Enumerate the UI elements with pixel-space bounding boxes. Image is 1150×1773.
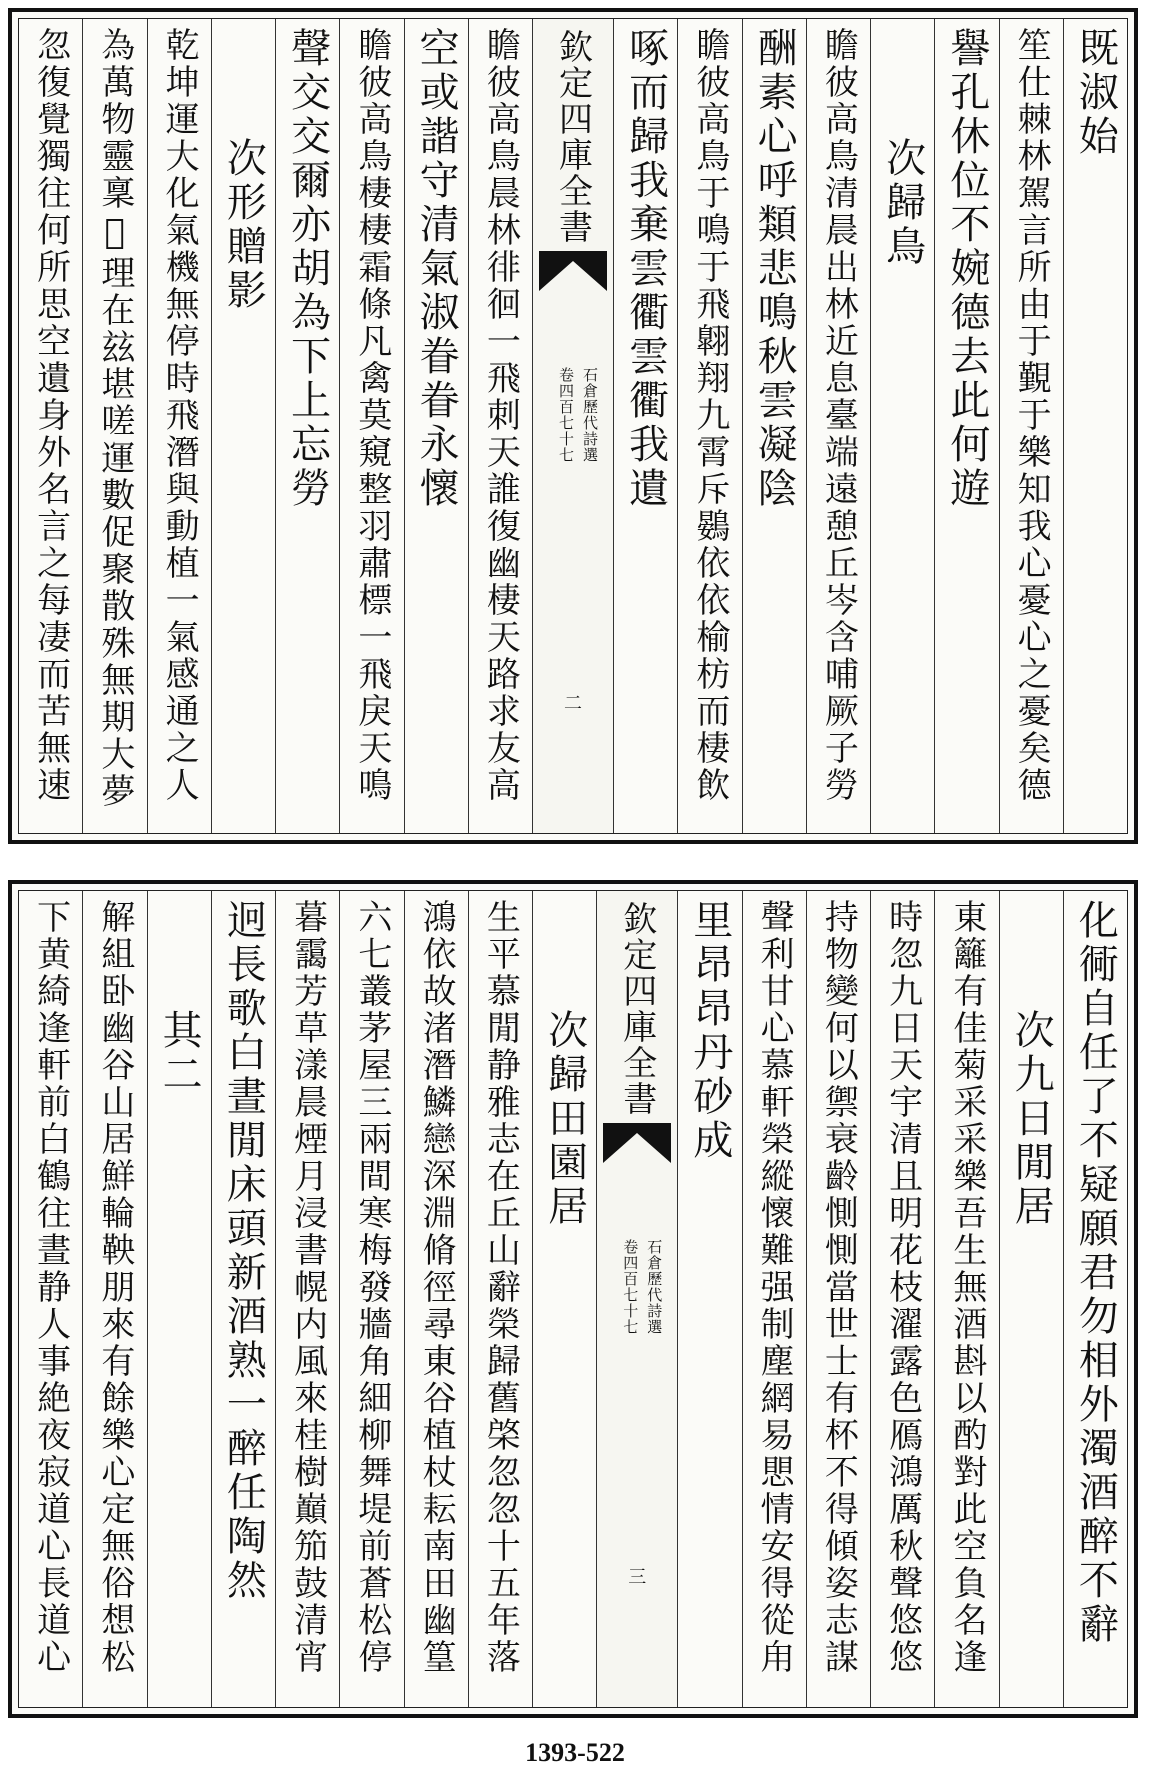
poem-title: 次九日閒居 [1008,1009,1055,1229]
text-column [82,19,146,833]
column-text: 既淑始 [1072,27,1119,159]
column-text: 持物變何以禦衰齡惻惻當世士有杯不得傾姿志謀 [818,899,859,1676]
poem-title-column [532,891,596,1707]
fish-tail-mark-icon [539,251,607,291]
column-text: 忽復覺獨往何所思空遺身外名言之每凄而苦無速 [30,27,71,804]
text-column [19,19,82,833]
bottom-page-frame [18,890,1128,1708]
poem-title: 其二 [156,1009,203,1097]
poem-title: 次歸鳥 [879,137,926,269]
text-column [999,19,1063,833]
column-text: 時忽九日天宇清且明花枝濯露色鴈鴻厲秋聲悠悠 [882,899,923,1676]
column-text: 迥長歌白晝閒床頭新酒熟一醉任陶然 [220,899,267,1603]
column-text: 瞻彼高鳥清晨出林近息臺端遠憩丘岑含哺厥子勞 [818,27,859,804]
text-column [147,19,211,833]
top-page-frame [18,18,1128,834]
column-text: 解組卧幽谷山居鮮輪鞅朋來有餘樂心定無俗想松 [94,899,135,1676]
center-spine [532,19,613,833]
column-text: 六七叢茅屋三兩間寒梅發牆角細柳舞堤前蒼松停 [351,899,392,1676]
collection-name: 石倉歷代詩選 [645,1239,664,1335]
bottom-page [8,880,1138,1718]
poem-title: 次形贈影 [220,137,267,313]
bottom-page-columns [19,891,1127,1707]
column-text: 化衕自任了不疑願君勿相外濁酒醉不辭 [1072,899,1119,1647]
column-text: 東籬有佳菊采采樂吾生無酒斟以酌對此空負名逢 [946,899,987,1676]
book-title: 欽定四庫全書 [552,29,593,245]
text-column [934,19,998,833]
text-column [1063,19,1127,833]
column-text: 為萬物靈稟𥃷理在玆堪嗟運數促聚散殊無期大夢 [94,27,135,810]
poem-title-column [147,891,211,1707]
column-text: 生平慕閒静雅志在丘山辭榮歸舊棨忽忽十五年落 [480,899,521,1676]
text-column [339,19,403,833]
text-column [211,891,275,1707]
text-column [677,891,741,1707]
text-column [82,891,146,1707]
text-column [468,891,532,1707]
text-column [404,19,468,833]
text-column [742,19,806,833]
column-text: 聲利甘心慕軒榮縱懷難强制塵網易愳情安得從甪 [754,899,795,1676]
text-column [742,891,806,1707]
text-column [275,19,339,833]
top-page-columns [19,19,1127,833]
column-text: 啄而歸我棄雲衢雲衢我遺 [622,27,669,511]
volume-number: 卷四百七十七 [557,367,575,463]
text-column [339,891,403,1707]
column-text: 聲交交爾亦胡為下上忘勞 [284,27,331,511]
text-column [806,19,870,833]
poem-title-column [211,19,275,833]
column-text: 瞻彼高鳥棲棲霜條凡禽莫窺整羽肅標一飛戾天鳴 [351,27,392,804]
column-text: 空或諧守清氣淑眷眷永懷 [413,27,460,511]
text-column [275,891,339,1707]
text-column [806,891,870,1707]
poem-title-column [870,19,934,833]
column-text: 鴻依故渚潛鱗戀深淵脩徑尋東谷植杖耘南田幽篁 [416,899,457,1676]
center-spine [596,891,677,1707]
text-column [677,19,741,833]
page-number: 三 [628,1567,647,1588]
column-text: 下黄綺逢軒前白鶴往晝静人事絶夜寂道心長道心 [30,899,71,1676]
column-text: 酬素心呼類悲鳴秋雲凝陰 [751,27,798,511]
text-column [468,19,532,833]
volume-number: 卷四百七十七 [621,1239,640,1335]
top-page [8,8,1138,844]
text-column [19,891,82,1707]
poem-title-column [999,891,1063,1707]
column-text: 瞻彼高鳥晨林徘徊一飛刺天誰復幽棲天路求友高 [480,27,521,804]
text-column [870,891,934,1707]
text-column [613,19,677,833]
text-column [1063,891,1127,1707]
column-text: 里昂昂丹砂成 [686,899,733,1163]
text-column [934,891,998,1707]
page-number: 二 [564,693,582,714]
column-text: 乾坤運大化氣機無停時飛潛與動植一氣感通之人 [159,27,200,804]
column-text: 瞻彼高鳥于鳴于飛翺翔九霄斥鷃依依榆枋而棲飲 [689,27,730,804]
column-text: 笙仕棘林駕言所由于覲于樂知我心憂心之憂矣德 [1011,27,1052,804]
poem-title: 次歸田園居 [541,1009,588,1229]
collection-name: 石倉歷代詩選 [581,367,599,463]
column-text: 暮靄芳草漾晨煙月浸書幌内風來桂樹巔笳鼓清宵 [287,899,328,1676]
text-column [404,891,468,1707]
scan-page-id: 1393-522 [525,1738,625,1767]
book-title: 欽定四庫全書 [616,901,657,1117]
fish-tail-mark-icon [603,1123,671,1163]
column-text: 譽孔休位不婉德去此何遊 [943,27,990,511]
